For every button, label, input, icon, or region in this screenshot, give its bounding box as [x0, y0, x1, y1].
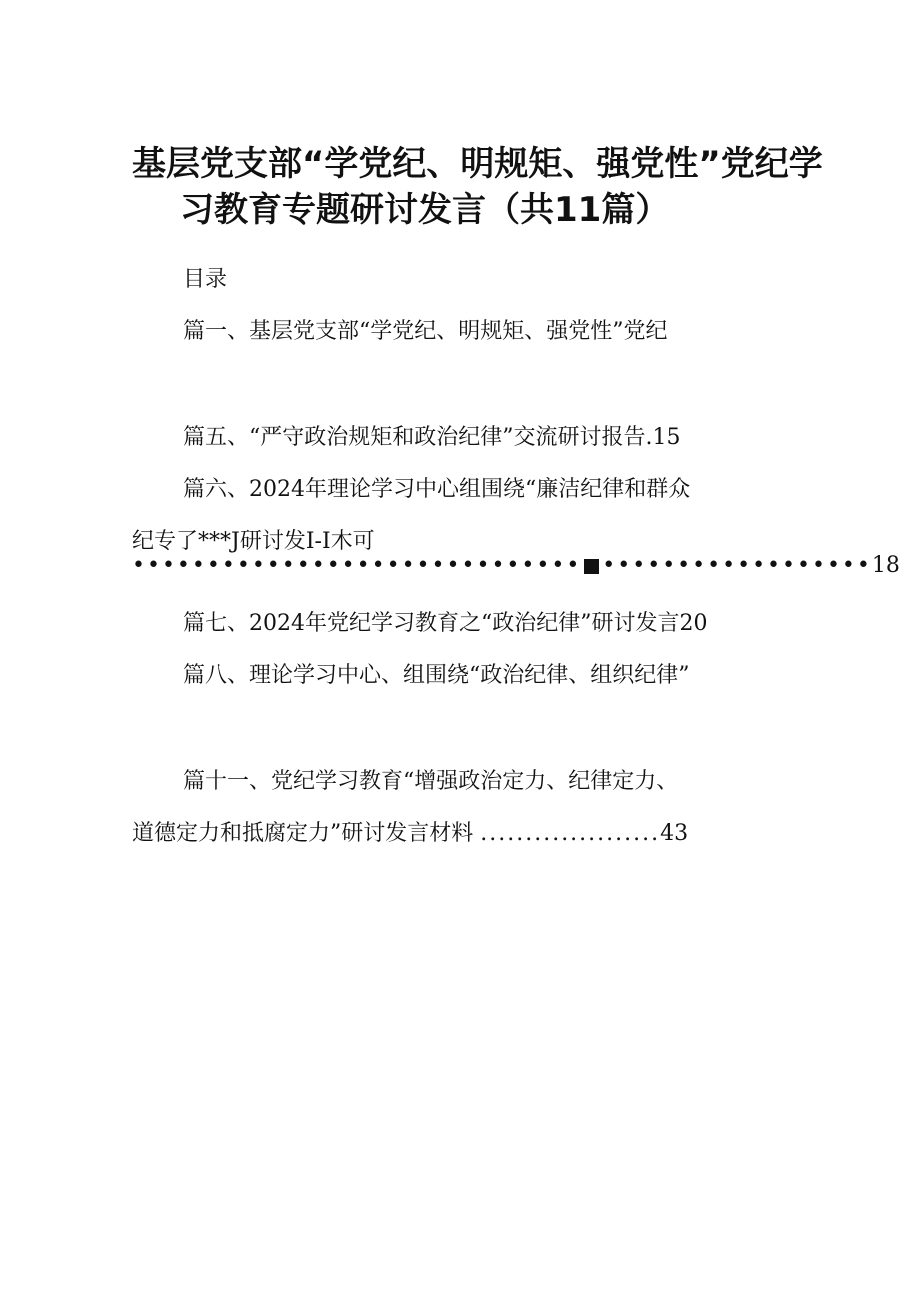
toc-entry-7: 篇七、2024年党纪学习教育之“政治纪律”研讨发言20	[183, 611, 708, 636]
toc-page-number: 18	[871, 553, 900, 578]
toc-entry-11-continuation	[132, 816, 688, 847]
toc-entry-5: 篇五、“严守政治规矩和政治纪律”交流研讨报告.15	[183, 425, 681, 450]
toc-entry-8: 篇八、理论学习中心、组围绕“政治纪律、组织纪律”	[183, 663, 690, 688]
dot-leader: ....................	[480, 821, 661, 846]
document-title-line-1: 基层党支部“学党纪、明规矩、强党性”党纪学	[132, 144, 823, 184]
dot-leader-left: ••••••••••••••••••••••••••••••	[132, 553, 582, 578]
document-title-line-2: 习教育专题研讨发言（共11篇）	[180, 190, 670, 230]
toc-entry-1: 篇一、基层党支部“学党纪、明规矩、强党性”党纪	[183, 319, 668, 344]
toc-entry-6: 篇六、2024年理论学习中心组围绕“廉洁纪律和群众	[183, 477, 691, 502]
toc-entry-6-leader	[132, 553, 900, 578]
toc-entry-6-continuation: 纪专了***J研讨发I-I木可	[132, 529, 375, 554]
toc-entry-11: 篇十一、党纪学习教育“增强政治定力、纪律定力、	[183, 769, 679, 794]
square-mark-icon	[584, 559, 599, 574]
toc-heading: 目录	[183, 267, 228, 292]
dot-leader-right: ••••••••••••••••••	[602, 553, 872, 578]
toc-entry-11-text: 道德定力和抵腐定力”研讨发言材料	[132, 821, 474, 846]
toc-page-number: 43	[660, 821, 689, 846]
